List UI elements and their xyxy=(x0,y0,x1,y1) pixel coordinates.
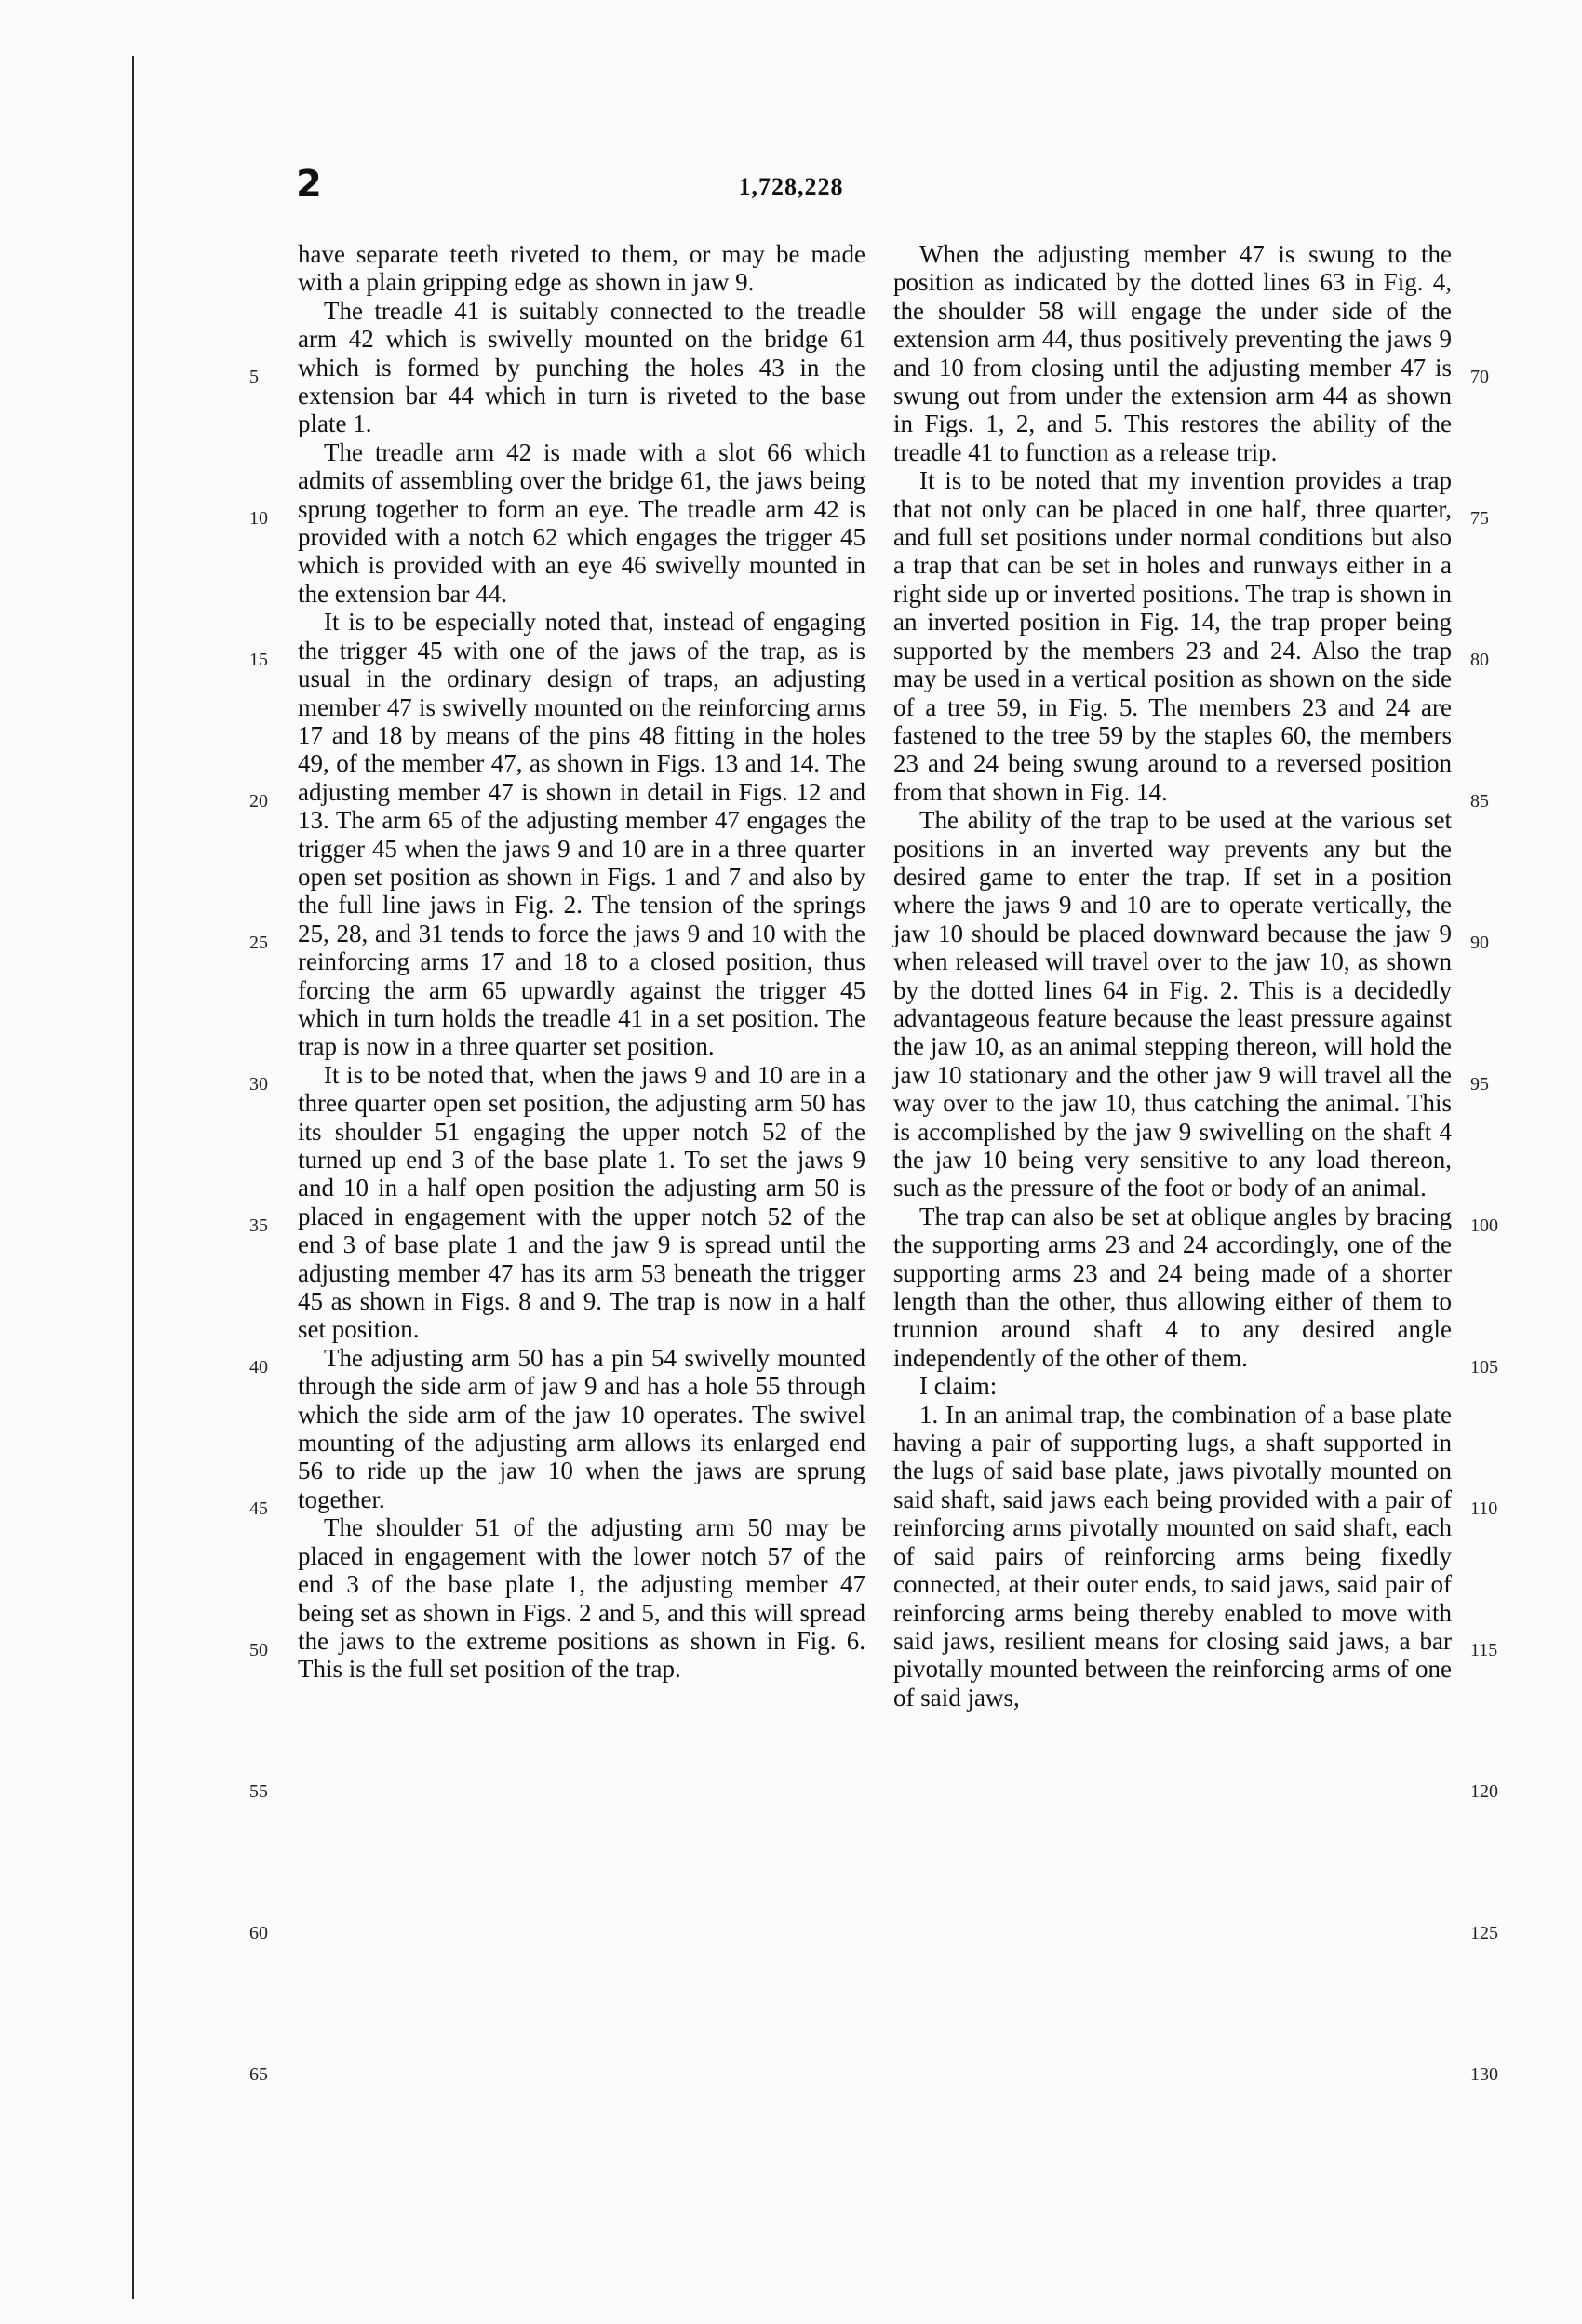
claim-paragraph: 1. In an animal trap, the combination of a base plate having a pair of supporting lugs, a shaft supported in the lugs of said base plate, jaws pivotally mounted on said shaft, said jaws each being provided with a pair of reinforcing arms pivotally mounted on said shaft, each of said pairs of reinforcing arms being fixedly connected, at their outer ends, to said jaws, said pair of reinforcing arms being thereby enabled to move with said jaws, resilient means for closing said jaws, a bar pivotally mounted between the reinforcing arms of one of said jaws, xyxy=(893,1400,1452,1712)
line-number: 15 xyxy=(249,650,268,670)
line-number: 120 xyxy=(1470,1781,1498,1802)
paragraph: It is to be especially noted that, instead of engaging the trigger 45 with one of the jaws of the trap, as is usual in the ordinary design of traps, an adjusting member 47 is swivelly mounted on the reinforcing arms 17 and 18 by means of the pins 48 fitting in the holes 49, of the member 47, as shown in Figs. 13 and 14. The adjusting member 47 is shown in detail in Figs. 12 and 13. The arm 65 of the adjusting member 47 engages the trigger 45 when the jaws 9 and 10 are in a three quarter open set position as shown in Figs. 1 and 7 and also by the full line jaws in Fig. 2. The tension of the springs 25, 28, and 31 tends to force the jaws 9 and 10 with the reinforcing arms 17 and 18 to a closed position, thus forcing the arm 65 upwardly against the trigger 45 which in turn holds the treadle 41 in a set position. The trap is now in a three quarter set position. xyxy=(298,608,865,1061)
line-number: 50 xyxy=(249,1640,268,1660)
line-number: 105 xyxy=(1470,1357,1498,1377)
left-text-column xyxy=(298,240,865,1684)
line-number: 55 xyxy=(249,1781,268,1802)
line-number: 75 xyxy=(1470,508,1489,529)
paragraph: The adjusting arm 50 has a pin 54 swivelly mounted through the side arm of jaw 9 and has a hole 55 through which the side arm of the jaw 10 operates. The swivel mounting of the adjusting arm allows its enlarged end 56 to ride up the jaw 10 when the jaws are sprung together. xyxy=(298,1343,865,1513)
line-number: 25 xyxy=(249,933,268,953)
line-number: 40 xyxy=(249,1357,268,1377)
line-number: 130 xyxy=(1470,2064,1498,2085)
line-number: 95 xyxy=(1470,1074,1489,1095)
line-number: 35 xyxy=(249,1216,268,1236)
line-number: 125 xyxy=(1470,1923,1498,1943)
line-number: 65 xyxy=(249,2064,268,2085)
paragraph: The shoulder 51 of the adjusting arm 50 may be placed in engagement with the lower notch 57 of the end 3 of the base plate 1, the adjusting member 47 being set as shown in Figs. 2 and 5, and this will spread the jaws to the extreme positions as shown in Fig. 6. This is the full set position of the trap. xyxy=(298,1513,865,1684)
paragraph: The ability of the trap to be used at the various set positions in an inverted way prevents any but the desired game to enter the trap. If set in a position where the jaws 9 and 10 are to operate vertically, the jaw 10 should be placed downward because the jaw 9 when released will travel over to the jaw 10, as shown by the dotted lines 64 in Fig. 2. This is a decidedly advantageous feature because the least pressure against the jaw 10, as an animal stepping thereon, will hold the jaw 10 stationary and the other jaw 9 will travel all the way over to the jaw 10, thus catching the animal. This is accomplished by the jaw 9 swivelling on the shaft 4 the jaw 10 being very sensitive to any load thereon, such as the pressure of the foot or body of an animal. xyxy=(893,806,1452,1202)
paragraph: When the adjusting member 47 is swung to the position as indicated by the dotted lines 63 in Fig. 4, the shoulder 58 will engage the under side of the extension arm 44, thus positively preventing the jaws 9 and 10 from closing until the adjusting member 47 is swung out from under the extension arm 44 as shown in Figs. 1, 2, and 5. This restores the ability of the treadle 41 to function as a release trip. xyxy=(893,240,1452,466)
line-number: 110 xyxy=(1470,1498,1498,1519)
page-edge-line xyxy=(132,56,134,2299)
paragraph: It is to be noted that my invention provides a trap that not only can be placed in one half, three quarter, and full set positions under normal conditions but also a trap that can be set in holes and runways either in a right side up or inverted positions. The trap is shown in an inverted position in Fig. 14, the trap proper being supported by the members 23 and 24. Also the trap may be used in a vertical position as shown on the side of a tree 59, in Fig. 5. The members 23 and 24 are fastened to the tree 59 by the staples 60, the members 23 and 24 being swung around to a reversed position from that shown in Fig. 14. xyxy=(893,466,1452,806)
right-text-column xyxy=(893,240,1452,1712)
line-number: 100 xyxy=(1470,1216,1498,1236)
paragraph: It is to be noted that, when the jaws 9 and 10 are in a three quarter open set position, the adjusting arm 50 has its shoulder 51 engaging the upper notch 52 of the turned up end 3 of the base plate 1. To set the jaws 9 and 10 in a half open position the adjusting arm 50 is placed in engagement with the upper notch 52 of the end 3 of base plate 1 and the jaw 9 is spread until the adjusting member 47 has its arm 53 beneath the trigger 45 as shown in Figs. 8 and 9. The trap is now in a half set position. xyxy=(298,1060,865,1344)
line-number: 45 xyxy=(249,1498,268,1519)
page-number: 2 xyxy=(296,163,322,206)
line-number: 10 xyxy=(249,508,268,529)
line-number: 30 xyxy=(249,1074,268,1095)
claim-heading: I claim: xyxy=(919,1372,998,1401)
paragraph: The treadle 41 is suitably connected to the treadle arm 42 which is swivelly mounted on the bridge 61 which is formed by punching the holes 43 in the extension bar 44 which in turn is riveted to the base plate 1. xyxy=(298,296,865,438)
patent-number: 1,728,228 xyxy=(738,173,844,200)
line-number: 5 xyxy=(249,367,259,387)
paragraph: The trap can also be set at oblique angles by bracing the supporting arms 23 and 24 accordingly, one of the supporting arms 23 and 24 being made of a shorter length than the other, thus allowing either of them to trunnion around shaft 4 to any desired angle independently of the other of them. xyxy=(893,1202,1452,1372)
line-number: 70 xyxy=(1470,367,1489,387)
line-number: 85 xyxy=(1470,791,1489,812)
line-number: 115 xyxy=(1470,1640,1498,1660)
line-number: 60 xyxy=(249,1923,268,1943)
line-number: 80 xyxy=(1470,650,1489,670)
line-number: 90 xyxy=(1470,933,1489,953)
line-number: 20 xyxy=(249,791,268,812)
paragraph: The treadle arm 42 is made with a slot 66 which admits of assembling over the bridge 61, the jaws being sprung together to form an eye. The treadle arm 42 is provided with a notch 62 which engages the trigger 45 which is provided with an eye 46 swivelly mounted in the extension bar 44. xyxy=(298,437,865,608)
paragraph: have separate teeth riveted to them, or may be made with a plain gripping edge as shown in jaw 9. xyxy=(298,240,865,297)
